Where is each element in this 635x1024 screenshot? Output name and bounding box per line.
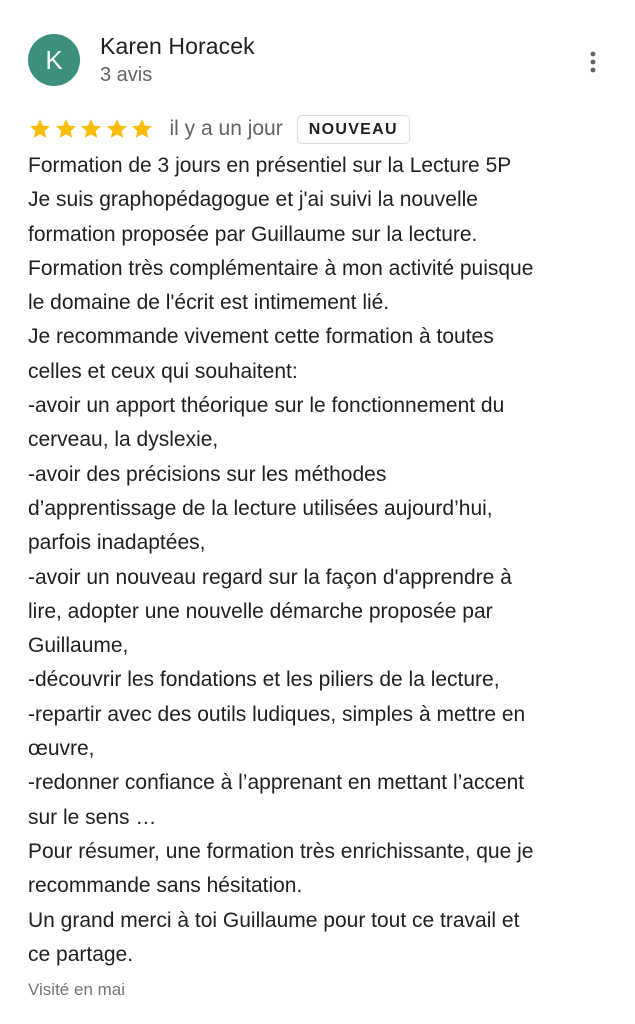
- review-text-line: Je recommande vivement cette formation à toutes: [28, 325, 494, 349]
- review-text-line: ce partage.: [28, 942, 134, 966]
- review-text-line: Formation très complémentaire à mon activité puisque: [28, 256, 534, 280]
- review-text-line: d’apprentissage de la lecture utilisées aujourd’hui,: [28, 496, 493, 520]
- star-icon: [130, 117, 154, 141]
- avatar[interactable]: [28, 34, 80, 86]
- review-text-line: -découvrir les fondations et les piliers de la lecture,: [28, 668, 500, 692]
- review-text-line: -avoir un apport théorique sur le fonctionnement du: [28, 394, 505, 418]
- star-icon: [54, 117, 78, 141]
- review-text-line: formation proposée par Guillaume sur la lecture.: [28, 222, 478, 246]
- star-icon: [28, 117, 52, 141]
- review-text-line: -avoir des précisions sur les méthodes: [28, 462, 387, 486]
- review-text-line: Formation de 3 jours en présentiel sur la Lecture 5P: [28, 154, 512, 177]
- review-text-line: Pour résumer, une formation très enrichissante, que je: [28, 839, 534, 863]
- rating-row: [28, 111, 410, 147]
- review-text-line: celles et ceux qui souhaitent:: [28, 359, 298, 383]
- review-text-line: œuvre,: [28, 737, 95, 761]
- star-rating: [28, 117, 156, 141]
- more-options-button[interactable]: [578, 44, 608, 80]
- review-text-line: sur le sens …: [28, 805, 157, 829]
- review-text-line: Guillaume,: [28, 634, 129, 658]
- review-text-line: -redonner confiance à l’apprenant en mettant l’accent: [28, 771, 525, 795]
- author-name[interactable]: Karen Horacek: [100, 33, 255, 59]
- review-text-line: parfois inadaptées,: [28, 531, 206, 555]
- more-vert-icon: [590, 51, 596, 73]
- review-text-line: lire, adopter une nouvelle démarche proposée par: [28, 599, 493, 623]
- review-date: il y a un jour: [169, 117, 283, 140]
- author-review-count: 3 avis: [100, 64, 153, 86]
- star-icon: [105, 117, 129, 141]
- review-text-line: recommande sans hésitation.: [28, 874, 303, 898]
- star-icon: [79, 117, 103, 141]
- visit-info: Visité en mai: [28, 980, 126, 999]
- review-text-line: le domaine de l'écrit est intimement lié.: [28, 291, 390, 315]
- review-text-line: Je suis graphopédagogue et j'ai suivi la nouvelle: [28, 188, 478, 212]
- new-badge: NOUVEAU: [297, 115, 410, 144]
- avatar-initial: K: [45, 44, 63, 75]
- review-text-line: -repartir avec des outils ludiques, simples à mettre en: [28, 702, 526, 726]
- review-text-line: cerveau, la dyslexie,: [28, 428, 219, 452]
- review-text-line: -avoir un nouveau regard sur la façon d'apprendre à: [28, 565, 512, 589]
- review-text: [28, 149, 618, 972]
- review-text-line: Un grand merci à toi Guillaume pour tout ce travail et: [28, 908, 520, 932]
